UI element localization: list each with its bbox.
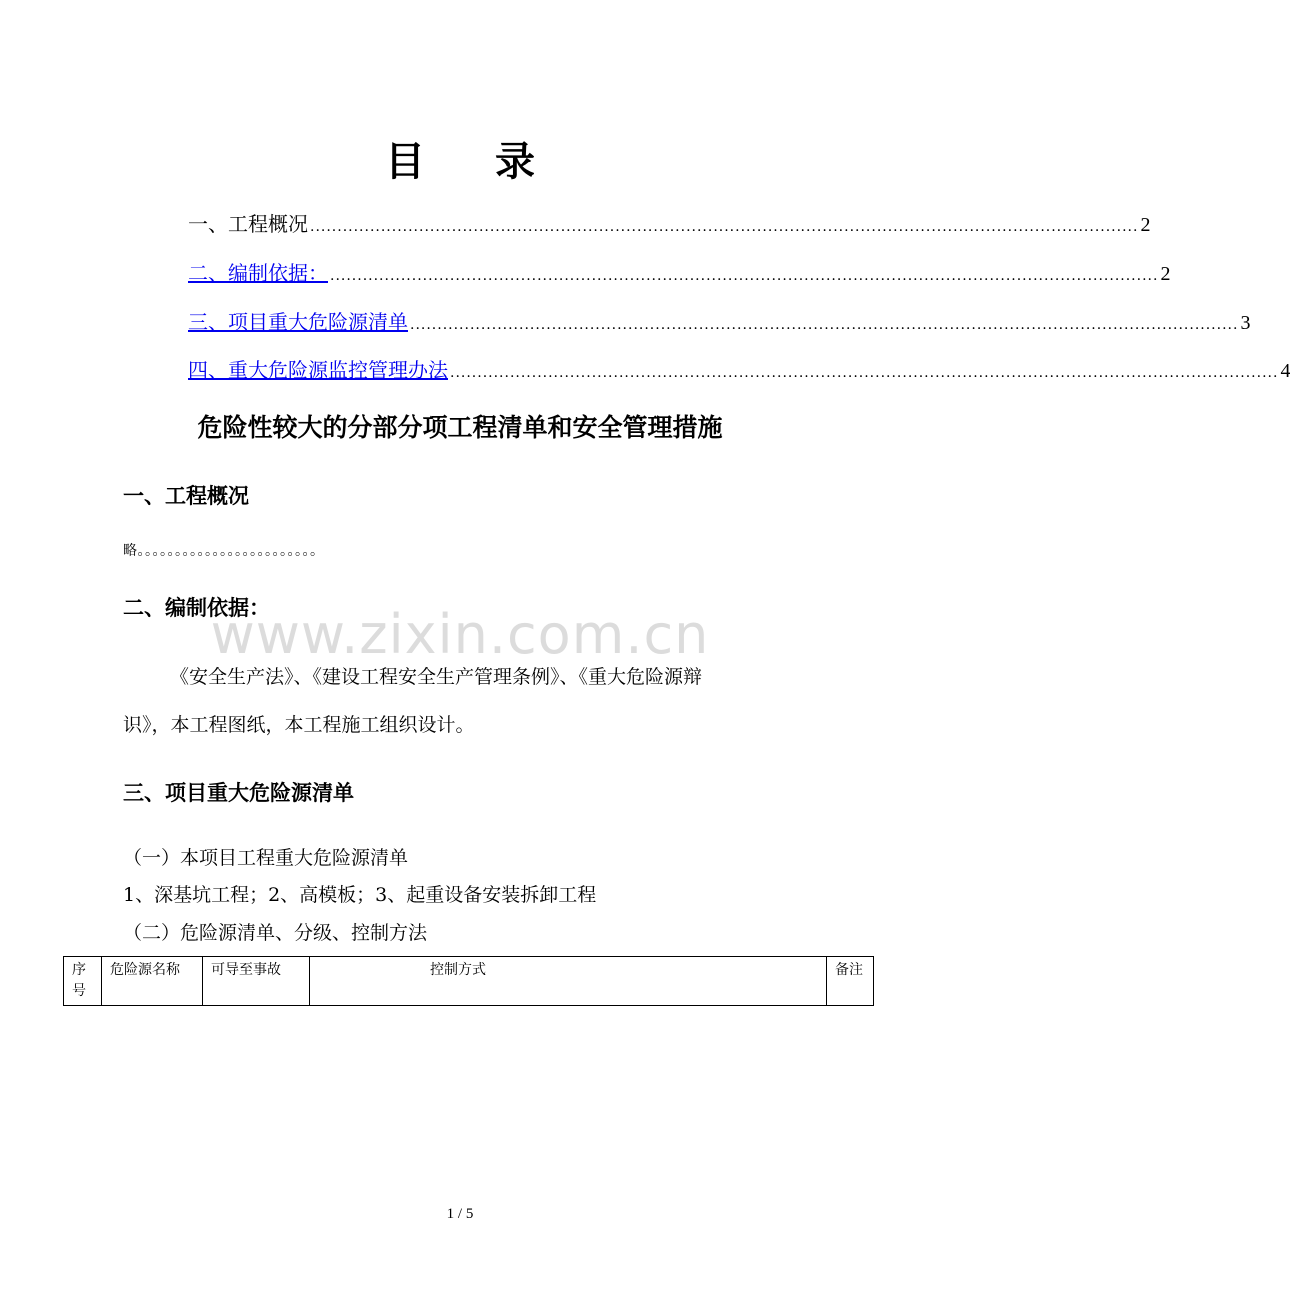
toc-item-2[interactable] xyxy=(188,257,1171,287)
section-heading-basis: 二、编制依据： xyxy=(123,596,270,620)
toc-item-page: 2 xyxy=(1160,263,1171,285)
toc-leader-dots: ........................................................................................................................................................ xyxy=(310,219,1139,235)
toc-item-label[interactable]: 三、项目重大危险源清单 xyxy=(188,310,408,334)
toc-leader-dots: ........................................................................................................................................................ xyxy=(410,317,1239,333)
table-header-cell: 可导至事故 xyxy=(203,957,310,1006)
section-body-overview: 略。。。。。。。。。。。。。。。。。。。。。。。。 xyxy=(123,543,325,559)
hazard-table xyxy=(63,956,874,1006)
document-title: 危险性较大的分部分项工程清单和安全管理措施 xyxy=(197,413,723,442)
toc-item-page: 2 xyxy=(1140,214,1151,236)
toc-leader-dots: ........................................................................................................................................................ xyxy=(330,268,1159,284)
toc-title: 目 录 xyxy=(385,139,563,185)
table-header-cell: 序号 xyxy=(64,957,102,1006)
toc-item-label[interactable]: 二、编制依据： xyxy=(188,261,328,285)
section-heading-hazards: 三、项目重大危险源清单 xyxy=(123,781,354,805)
table-header-cell: 控制方式 xyxy=(310,957,827,1006)
page-indicator: 1 / 5 xyxy=(446,1206,474,1222)
hazard-list-line: 1、深基坑工程；2、高模板；3、起重设备安装拆卸工程 xyxy=(123,884,597,906)
section-body-basis-line1: 《安全生产法》、《建设工程安全生产管理条例》、《重大危险源辩 xyxy=(170,666,703,688)
watermark-text: www.zixin.com.cn xyxy=(210,603,710,666)
subheading-hazard-control: （二）危险源清单、分级、控制方法 xyxy=(123,922,428,944)
toc-item-label[interactable]: 四、重大危险源监控管理办法 xyxy=(188,358,448,382)
table-header-cell: 备注 xyxy=(827,957,874,1006)
section-body-basis-line2: 识》，本工程图纸，本工程施工组织设计。 xyxy=(123,714,475,736)
section-heading-overview: 一、工程概况 xyxy=(123,484,249,508)
toc-item-page: 3 xyxy=(1240,312,1251,334)
toc-leader-dots: ........................................................................................................................................................ xyxy=(450,365,1279,381)
toc-item-3[interactable] xyxy=(188,306,1251,336)
toc-item-1[interactable] xyxy=(188,208,1151,238)
toc-item-4[interactable] xyxy=(188,354,1290,384)
toc-item-page: 4 xyxy=(1280,360,1290,382)
table-header-row xyxy=(64,957,874,1006)
table-header-cell: 危险源名称 xyxy=(102,957,203,1006)
toc-item-label: 一、工程概况 xyxy=(188,212,308,236)
subheading-hazard-list: （一）本项目工程重大危险源清单 xyxy=(123,847,409,869)
